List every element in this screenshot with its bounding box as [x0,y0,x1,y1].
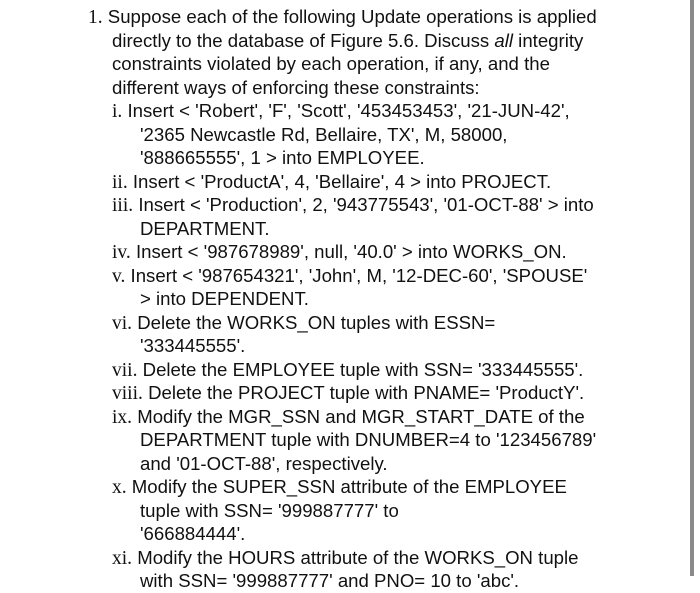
item-text: Delete the PROJECT tuple with PNAME= 'ProductY'. [148,382,585,403]
item-text: '666884444'. [140,523,246,544]
item-label: iii. [112,195,134,216]
question-line-2: directly to the database of Figure 5.6. Discuss all integrity [112,29,584,51]
list-item [112,475,567,500]
item-label: vi. [112,312,133,334]
item-label: ix. [112,406,133,428]
item-text: Insert < 'Robert', 'F', 'Scott', '453453453', '21-JUN-42', [127,100,570,121]
list-item-continuation [140,146,425,170]
question-line-3: constraints violated by each operation, if any, and the [112,53,550,74]
list-item [112,311,495,336]
list-item-continuation [140,452,388,476]
list-item [112,170,551,195]
item-text: Insert < '987654321', 'John', M, '12-DEC-60', 'SPOUSE' [130,264,588,286]
item-text: '2365 Newcastle Rd, Bellaire, TX', M, 58000, [140,123,508,145]
item-text: > into DEPENDENT. [140,288,309,309]
item-text: Insert < 'ProductA', 4, 'Bellaire', 4 > into PROJECT. [132,170,552,192]
list-item-continuation [140,569,519,593]
question-line-4: different ways of enforcing these constraints: [112,76,480,98]
item-text: '333445555'. [140,335,246,356]
item-text: Modify the HOURS attribute of the WORKS_ON tuple [137,546,579,568]
list-item [112,264,587,289]
item-label: i. [112,101,123,122]
right-border [690,0,694,576]
item-label: iv. [112,242,131,263]
item-text: Modify the MGR_SSN and MGR_START_DATE of the [137,405,585,427]
item-label: vii. [112,359,138,381]
list-item-continuation [140,287,309,311]
list-item-continuation [140,499,399,523]
emphasis-all: all [494,29,514,51]
list-item [112,240,567,265]
item-label: ii. [112,171,128,193]
item-text: Modify the SUPER_SSN attribute of the EMPLOYEE [131,476,567,497]
item-text: DEPARTMENT tuple with DNUMBER=4 to '123456789' [140,429,597,450]
list-item [112,381,584,406]
question-number: 1. [88,7,103,28]
list-item [112,358,583,383]
list-item-continuation [140,334,245,358]
item-text: DEPARTMENT. [140,217,270,239]
item-text: Insert < 'Production', 2, '943775543', '01-OCT-88' > into [138,194,594,215]
item-label: x. [112,477,127,498]
list-item-continuation [140,217,269,241]
item-text: with SSN= '999887777' and PNO= 10 to 'abc'. [140,570,520,591]
item-text: tuple with SSN= '999887777' to [140,499,399,521]
item-label: v. [112,265,126,287]
list-item [112,546,578,571]
item-text: Delete the WORKS_ON tuples with ESSN= [137,311,496,333]
list-item [112,99,570,124]
item-text: and '01-OCT-88', respectively. [140,452,388,474]
item-text: Delete the EMPLOYEE tuple with SSN= '333445555'. [142,358,584,380]
list-item-continuation [140,123,507,147]
list-item [112,193,594,218]
list-item-continuation [140,522,245,546]
item-text: '888665555', 1 > into EMPLOYEE. [140,147,425,168]
list-item [112,405,585,430]
question-line-1: 1. Suppose each of the following Update operations is applied [88,6,597,28]
item-label: viii. [112,383,143,404]
list-item-continuation [140,428,596,452]
item-label: xi. [112,547,133,569]
item-text: Insert < '987678989', null, '40.0' > into WORKS_ON. [135,241,567,262]
